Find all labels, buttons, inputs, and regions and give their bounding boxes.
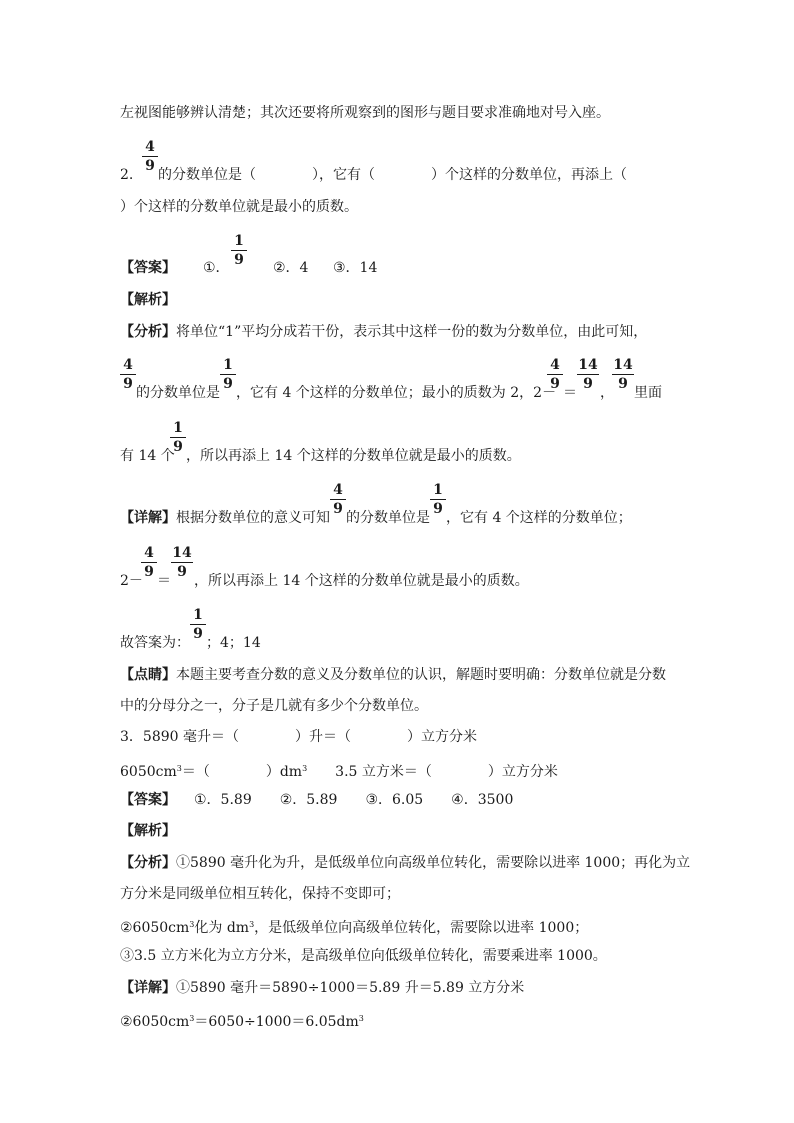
question-2-line1 [120,166,133,184]
answer-3-line: 【答案】 ①．5.89 ②．5.89 ③．6.05 ④．3500 [120,792,514,808]
detail-3-line1: 【详解】①5890 毫升＝5890÷1000＝5.89 升＝5.89 立方分米 [120,980,525,996]
fraction-1-9: 1 9 [170,421,186,454]
fraction-4-9: 4 9 [330,483,346,516]
fraction-1-9: 1 9 [220,358,236,391]
equals-sign: ＝ [157,573,171,589]
fraction-1-9: 1 9 [231,234,247,267]
analysis-heading: 【解析】 [120,292,176,308]
answer-label: 【答案】 [120,260,176,276]
question-3-line2: $6050cm^3=$（ ）$dm^3$ 3.5 立方米＝（ ）立方分米 [120,764,558,780]
answer-2: ②．4 [273,260,309,276]
detail-text: ，它有 4 个这样的分数单位； [446,510,632,526]
analysis-3-line1: 【分析】①5890 毫升化为升，是低级单位向高级单位转化，需要除以进率 1000；再化为立 [120,855,691,871]
fraction-14-9: 14 9 [578,357,598,392]
equals-sign: ＝ [563,385,577,401]
analysis-3-line4: ③3.5 立方米化为立方分米，是高级单位向低级单位转化，需要乘进率 1000。 [120,948,607,964]
fraction-4-9: 4 9 [141,546,157,579]
fraction-1-9: 1 9 [430,483,446,516]
fraction-4-9: 4 9 [120,358,136,391]
analysis-text: 的分数单位是 [136,385,220,401]
detail-line1: 【详解】根据分数单位的意义可知 [120,510,330,526]
fraction-4-9: 4 9 [547,358,563,391]
detail-answer-text: ；4；14 [206,635,261,651]
detail-text: ，所以再添上 14 个这样的分数单位就是最小的质数。 [194,573,529,589]
detail-text: 的分数单位是 [346,510,430,526]
analysis-line1: 【分析】将单位“1”平均分成若干份，表示其中这样一份的数为分数单位，由此可知， [120,324,648,340]
fraction-1-9: 1 9 [190,608,206,641]
answer-1: ①． [203,260,230,276]
point-line1: 【点睛】本题主要考查分数的意义及分数单位的认识，解题时要明确：分数单位就是分数 [120,667,666,683]
question-2-text: 的分数单位是（ ），它有（ ）个这样的分数单位，再添上（ [158,167,627,183]
detail-text: 2－ [120,573,143,589]
analysis-text: ，所以再添上 14 个这样的分数单位就是最小的质数。 [186,448,521,464]
analysis-text: 有 14 个 [120,448,175,464]
analysis-text: 里面 [634,385,662,401]
analysis-heading: 【解析】 [120,823,176,839]
answer-3: ③．14 [333,260,378,276]
fraction-14-9: 14 9 [172,545,192,580]
detail-answer: 故答案为： [120,635,190,651]
question-number: 2. [120,167,134,183]
analysis-3-line3: $②6050cm^3$化为 $dm^3$，是低级单位向高级单位转化，需要除以进率 1000； [120,920,589,936]
comma: ， [600,385,614,401]
analysis-3-line2: 方分米是同级单位相互转化，保持不变即可； [120,886,400,902]
fraction-14-9: 14 9 [613,357,633,392]
point-line2: 中的分母分之一，分子是几就有多少个分数单位。 [120,698,428,714]
detail-3-line2: $②6050cm^3=6050\div 1000=6.05dm^3$ [120,1014,364,1030]
fraction-4-9: 4 9 [142,140,158,173]
question-3-line1: 3．5890 毫升＝（ ）升＝（ ）立方分米 [120,729,477,745]
text-line: 左视图能够辨认清楚；其次还要将所观察到的图形与题目要求准确地对号入座。 [120,105,610,121]
analysis-text: ，它有 4 个这样的分数单位；最小的质数为 2，2－ [236,385,557,401]
question-2-line2: ）个这样的分数单位就是最小的质数。 [120,199,358,215]
